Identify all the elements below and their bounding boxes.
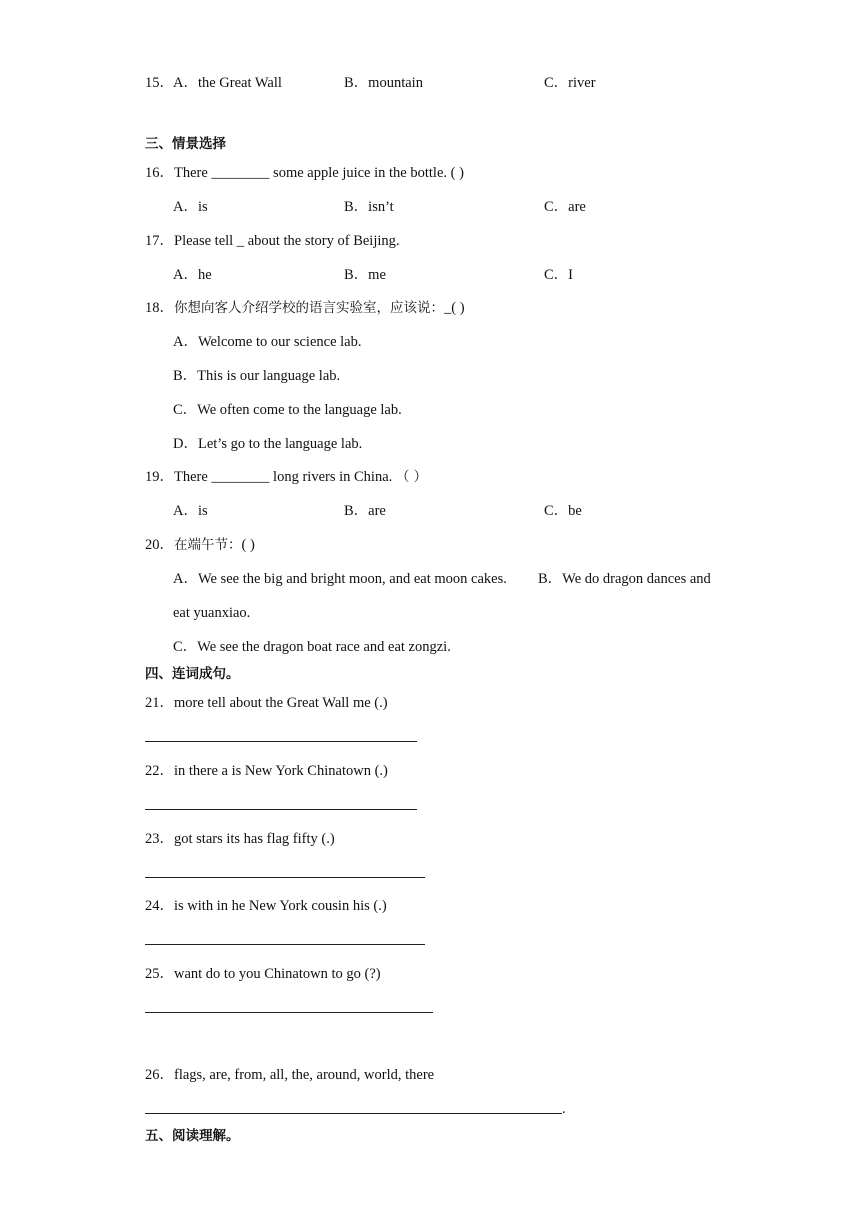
q26-answer-line: [145, 1113, 562, 1114]
question-25-words: 25．want do to you Chinatown to go (?): [145, 966, 381, 982]
question-19-stem: 19．There ________ long rivers in China. （ ）: [145, 469, 428, 485]
section-5-heading: 五、阅读理解。: [145, 1128, 240, 1144]
q17-option-a: A．he: [173, 267, 212, 283]
q19-option-b: B．are: [344, 503, 386, 519]
question-26-words: 26．flags, are, from, all, the, around, world, there: [145, 1067, 435, 1083]
q24-answer-line: [145, 944, 425, 945]
q16-option-a: A．is: [173, 199, 208, 215]
question-16-stem: 16．There ________ some apple juice in the bottle. ( ): [145, 165, 464, 181]
question-18-stem: 18．你想向客人介绍学校的语言实验室，应该说：_( ): [145, 300, 465, 316]
question-17-stem: 17．Please tell _ about the story of Beijing.: [145, 233, 400, 249]
q16-option-b: B．isn’t: [344, 199, 394, 215]
q16-option-c: C．are: [544, 199, 586, 215]
q18-option-b: B．This is our language lab.: [173, 368, 341, 384]
q21-answer-line: [145, 741, 417, 742]
question-20-stem: 20．在端午节：( ): [145, 537, 255, 553]
question-21-words: 21．more tell about the Great Wall me (.): [145, 695, 388, 711]
section-3-heading: 三、情景选择: [145, 136, 226, 152]
q17-option-b: B．me: [344, 267, 386, 283]
question-15-number: 15．: [145, 75, 174, 91]
q17-option-c: C．I: [544, 267, 573, 283]
question-24-words: 24．is with in he New York cousin his (.): [145, 898, 387, 914]
q15-option-b: B．mountain: [344, 75, 423, 91]
q18-option-c: C．We often come to the language lab.: [173, 402, 402, 418]
q19-option-a: A．is: [173, 503, 208, 519]
question-22-words: 22．in there a is New York Chinatown (.): [145, 763, 388, 779]
q18-option-a: A．Welcome to our science lab.: [173, 334, 362, 350]
q23-answer-line: [145, 877, 425, 878]
q22-answer-line: [145, 809, 417, 810]
q15-option-c: C．river: [544, 75, 596, 91]
q26-period: .: [562, 1101, 566, 1117]
q25-answer-line: [145, 1012, 433, 1013]
q18-option-d: D．Let’s go to the language lab.: [173, 436, 363, 452]
q20-option-b-continued: eat yuanxiao.: [173, 605, 251, 621]
section-4-heading: 四、连词成句。: [145, 666, 240, 682]
q15-option-a: A．the Great Wall: [173, 75, 282, 91]
q20-option-a: A．We see the big and bright moon, and eat moon cakes.: [173, 571, 507, 587]
question-23-words: 23．got stars its has flag fifty (.): [145, 831, 335, 847]
q20-option-b: B．We do dragon dances and: [538, 571, 711, 587]
q20-option-c: C．We see the dragon boat race and eat zongzi.: [173, 639, 451, 655]
q19-option-c: C．be: [544, 503, 582, 519]
